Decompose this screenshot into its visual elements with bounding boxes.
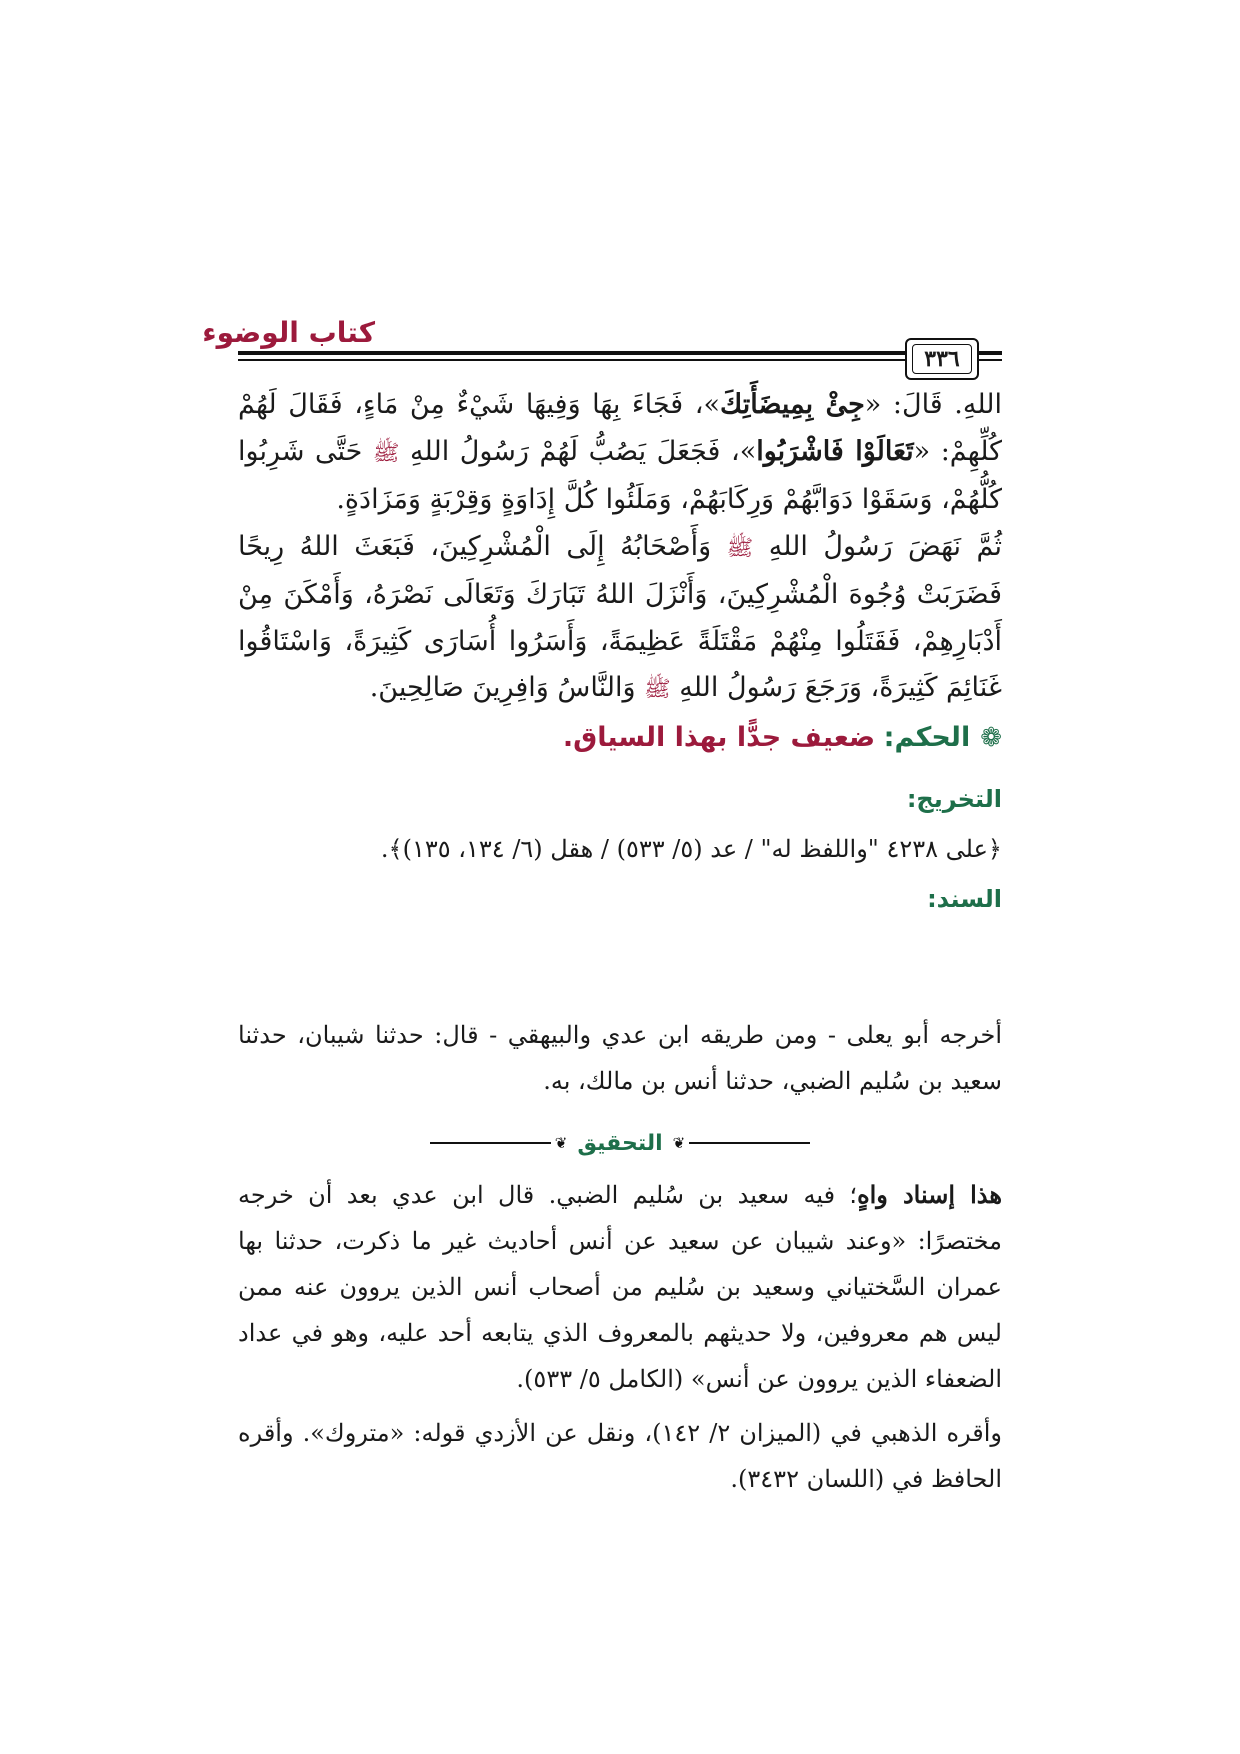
hadith-text — [238, 382, 1002, 714]
tahqiq-paragraph-2: وأقره الذهبي في (الميزان ٢/ ١٤٢)، ونقل عن الأزدي قوله: «متروك». وأقره الحافظ في (اللسان ٣٤٣٢). — [238, 1419, 1003, 1493]
sanad-text — [238, 1012, 1002, 1104]
book-title: كتاب الوضوء — [202, 316, 375, 349]
header-rule-left-thin — [238, 359, 905, 361]
salawat-symbol: ﷺ — [726, 535, 754, 561]
page-number: ٣٣٦ — [912, 344, 972, 374]
tahqiq-divider — [430, 1128, 810, 1158]
verdict-value: ضعيف جدًّا بهذا السياق. — [562, 722, 876, 753]
salawat-symbol: ﷺ — [372, 440, 400, 466]
takhrij-text: ﴿على ٤٢٣٨ "واللفظ له" / عد (٥/ ٥٣٣) / هقل (٦/ ١٣٤، ١٣٥)﴾. — [380, 835, 1002, 863]
header-rule-right-thick — [975, 351, 1002, 355]
takhrij-heading: التخريج: — [906, 785, 1002, 813]
divider-ornament-icon: ❦ — [672, 1134, 686, 1152]
verdict-label: الحكم: — [883, 722, 971, 753]
divider-line — [430, 1142, 551, 1144]
hadith-paragraph-2: ثُمَّ نَهَضَ رَسُولُ اللهِ ﷺ وَأَصْحَابُهُ إِلَى الْمُشْرِكِينَ، فَبَعَثَ اللهُ رِيحًا فَضَرَبَتْ وُجُوهَ الْمُشْرِكِينَ، وَأَنْزَلَ اللهُ تَبَارَكَ وَتَعَالَى نَصْرَهُ، وَأَمْكَنَ مِنْ أَدْبَارِهِمْ، فَقَتَلُوا مِنْهُمْ مَقْتَلَةً عَظِيمَةً، وَأَسَرُوا أُسَارَى كَثِيرَةً، وَاسْتَاقُوا غَنَائِمَ كَثِيرَةً، وَرَجَعَ رَسُولُ اللهِ ﷺ وَالنَّاسُ وَافِرِينَ صَالِحِينَ. — [238, 530, 1002, 703]
tahqiq-text — [238, 1172, 1002, 1502]
tahqiq-paragraph-1: هذا إسناد واهٍ؛ فيه سعيد بن سُليم الضبي. قال ابن عدي بعد أن خرجه مختصرًا: «وعند شيبان عن سعيد عن أنس أحاديث غير ما ذكرت، حدثنا بها عمران السَّختياني وسعيد بن سُليم من أصحاب أنس الذين يروون عنه ممن ليس هم معروفين، ولا حديثهم بالمعروف الذي يتابعه أحد عليه، وهو في عداد الضعفاء الذين يروون عن أنس» (الكامل ٥/ ٥٣٣). — [238, 1180, 1003, 1393]
flower-ornament-icon: ❁ — [980, 723, 1002, 753]
tahqiq-heading: التحقيق — [577, 1130, 663, 1156]
divider-ornament-icon: ❦ — [554, 1134, 568, 1152]
sanad-heading: السند: — [927, 885, 1002, 913]
divider-line — [689, 1142, 810, 1144]
header-rule-right-thin — [975, 359, 1002, 361]
sanad-paragraph: أخرجه أبو يعلى - ومن طريقه ابن عدي والبيهقي - قال: حدثنا شيبان، حدثنا سعيد بن سُليم الضبي، حدثنا أنس بن مالك، به. — [238, 1021, 1002, 1095]
page-number-frame — [905, 338, 979, 380]
header-rule-left-thick — [238, 351, 905, 355]
verdict-line — [563, 722, 1002, 753]
salawat-symbol: ﷺ — [644, 677, 671, 702]
hadith-paragraph-1: اللهِ. قَالَ: «جِئْ بِمِيضَأَتِكَ»، فَجَاءَ بِهَا وَفِيهَا شَيْءٌ مِنْ مَاءٍ، فَقَالَ لَهُمْ كُلِّهِمْ: «تَعَالَوْا فَاشْرَبُوا»، فَجَعَلَ يَصُبُّ لَهُمْ رَسُولُ اللهِ ﷺ حَتَّى شَرِبُوا كُلُّهُمْ، وَسَقَوْا دَوَابَّهُمْ وَرِكَابَهُمْ، وَمَلَئُوا كُلَّ إِدَاوَةٍ وَقِرْبَةٍ وَمَزَادَةٍ. — [238, 389, 1002, 515]
